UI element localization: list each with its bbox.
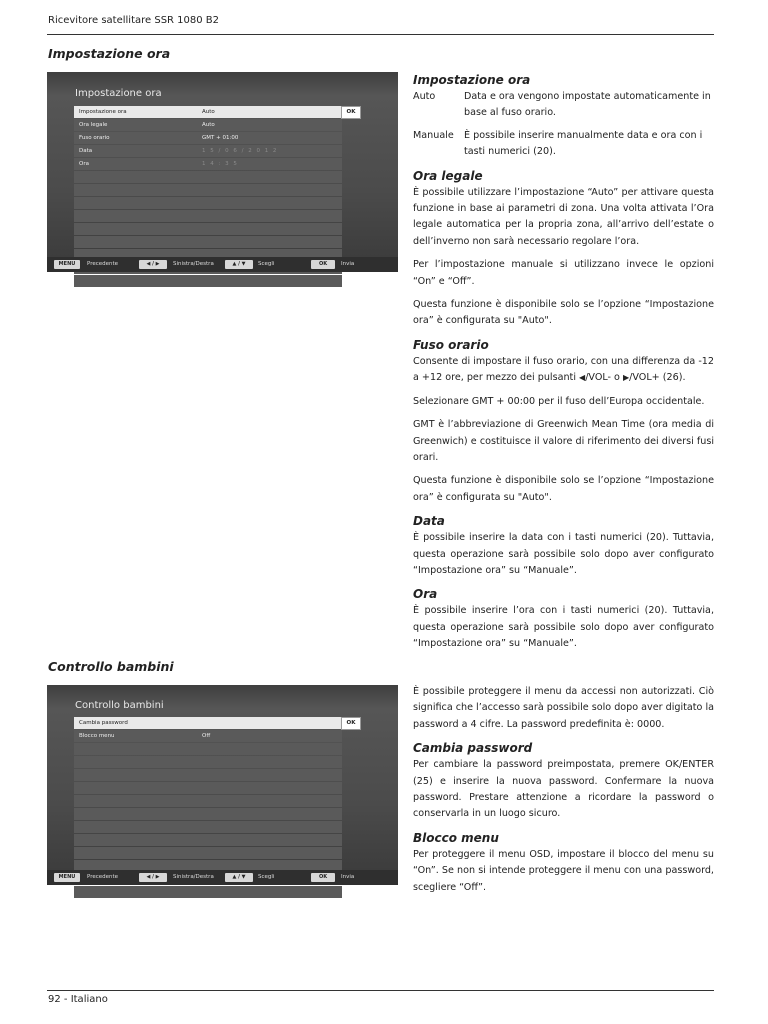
subheading-data: Data: [413, 514, 445, 529]
paragraph: È possibile utilizzare l’impostazione “Auto” per attivare questa funzione in base ai parametri di zona. Una volta attivata l’Ora legale automatica per la propria zona, all’arrivo dell’estate o dell’inverno non sarà necessario regolare l’ora.: [413, 186, 714, 247]
footer-rule: [47, 990, 714, 991]
subheading-ora-legale: Ora legale: [413, 168, 483, 183]
paragraph: Per l’impostazione manuale si utilizzano invece le opzioni “On” e “Off”.: [413, 259, 714, 287]
settings-row-ora-legale[interactable]: Ora legale Auto: [74, 119, 342, 131]
settings-row-empty: [74, 236, 342, 248]
ok-key-label: Invia: [341, 874, 355, 880]
ok-key-label: Invia: [341, 261, 355, 267]
settings-row-cambia-password[interactable]: Cambia password OK: [74, 717, 342, 729]
section-title-impostazione-ora: Impostazione ora: [48, 46, 171, 61]
tv-screen-impostazione-ora: [47, 72, 398, 271]
page-footer: 92 - Italiano: [48, 994, 108, 1005]
subheading-ora: Ora: [413, 587, 438, 602]
settings-row-empty: [74, 275, 342, 287]
settings-row-empty: [74, 223, 342, 235]
subheading-cambia-password: Cambia password: [413, 741, 533, 756]
up-down-key: ▲ / ▼: [225, 260, 253, 269]
up-down-key: ▲ / ▼: [225, 873, 253, 882]
paragraph: Per proteggere il menu OSD, impostare il blocco del menu su “On”. Se non si intende proteggere il menu con una password, scegliere “Off”.: [413, 848, 714, 893]
key-legend-bar: [47, 257, 398, 272]
settings-row-empty: [74, 769, 342, 781]
settings-row-ora[interactable]: Ora 1 4 : 3 5: [74, 158, 342, 170]
menu-key-label: Precedente: [87, 874, 119, 880]
ok-button[interactable]: OK: [341, 717, 361, 730]
settings-row-empty: [74, 756, 342, 768]
settings-row-empty: [74, 782, 342, 794]
paragraph: GMT è l’abbreviazione di Greenwich Mean Time (ora media di Greenwich) e costituisce il valore di riferimento dei diversi fusi orari.: [413, 419, 714, 463]
settings-row-empty: [74, 795, 342, 807]
settings-row-empty: [74, 886, 342, 898]
menu-key-label: Precedente: [87, 261, 119, 267]
paragraph: Per cambiare la password preimpostata, premere OK/ENTER (25) e inserire la nuova password. Confermare la nuova password. Prestare attenzione a ricordare la password o conservarla in un luogo sicuro.: [413, 759, 714, 820]
ok-key: OK: [311, 873, 335, 882]
paragraph: Consente di impostare il fuso orario, con una differenza da -12 a +12 ore, per mezzo dei pulsanti ◀/VOL- o ▶/VOL+ (26).: [413, 355, 714, 384]
ok-key: OK: [311, 260, 335, 269]
screen-title: Impostazione ora: [75, 88, 162, 99]
paragraph: Questa funzione è disponibile solo se l’opzione “Impostazione ora” è configurata su "Auto".: [413, 299, 714, 327]
definition-auto: Auto Data e ora vengono impostate automaticamente in base al fuso orario.: [413, 91, 711, 119]
settings-row-empty: [74, 808, 342, 820]
settings-row-data[interactable]: Data 1 5 / 0 6 / 2 0 1 2: [74, 145, 342, 157]
screen-title: Controllo bambini: [75, 700, 164, 711]
settings-row-empty: [74, 184, 342, 196]
settings-row-empty: [74, 197, 342, 209]
paragraph: È possibile inserire la data con i tasti numerici (20). Tuttavia, questa operazione sarà possibile solo dopo aver configurato “Impostazione ora” su “Manuale”.: [413, 532, 714, 576]
left-right-key-label: Sinistra/Destra: [173, 261, 214, 267]
menu-key: MENU: [54, 260, 80, 269]
up-down-key-label: Scegli: [258, 261, 275, 267]
paragraph: Selezionare GMT + 00:00 per il fuso dell’Europa occidentale.: [413, 395, 705, 407]
settings-row-fuso-orario[interactable]: Fuso orario GMT + 01:00: [74, 132, 342, 144]
left-right-key-label: Sinistra/Destra: [173, 874, 214, 880]
key-legend-bar: [47, 870, 398, 885]
left-arrow-icon: ◀: [579, 373, 586, 383]
header-rule: [47, 34, 714, 35]
left-right-key: ◀ / ▶: [139, 260, 167, 269]
text-column-controllo-bambini: [413, 684, 714, 903]
right-arrow-icon: ▶: [622, 373, 630, 383]
settings-row-empty: [74, 743, 342, 755]
settings-row-impostazione-ora[interactable]: Impostazione ora Auto OK: [74, 106, 342, 118]
section-title-controllo-bambini: Controllo bambini: [48, 659, 174, 674]
settings-row-empty: [74, 210, 342, 222]
settings-row-empty: [74, 821, 342, 833]
definition-manuale: Manuale È possibile inserire manualmente data e ora con i tasti numerici (20).: [413, 129, 703, 158]
paragraph: Questa funzione è disponibile solo se l’opzione “Impostazione ora” è configurata su "Auto".: [413, 475, 714, 503]
document-header: Ricevitore satellitare SSR 1080 B2: [48, 15, 220, 26]
ok-button[interactable]: OK: [341, 106, 361, 119]
paragraph: È possibile proteggere il menu da accessi non autorizzati. Ciò significa che l’accesso sarà possibile solo dopo aver digitato la password a 4 cifre. La password predefinita è: 0000.: [413, 686, 715, 730]
subheading-fuso-orario: Fuso orario: [413, 337, 489, 352]
settings-row-blocco-menu[interactable]: Blocco menu Off: [74, 730, 342, 742]
text-column-impostazione-ora: [413, 72, 714, 660]
left-right-key: ◀ / ▶: [139, 873, 167, 882]
settings-row-empty: [74, 847, 342, 859]
settings-row-empty: [74, 834, 342, 846]
paragraph: È possibile inserire l’ora con i tasti numerici (20). Tuttavia, questa operazione sarà possibile solo dopo aver configurato “Impostazione ora” su “Manuale”.: [413, 605, 714, 650]
menu-key: MENU: [54, 873, 80, 882]
up-down-key-label: Scegli: [258, 874, 275, 880]
subheading-impostazione-ora: Impostazione ora: [413, 73, 531, 87]
subheading-blocco-menu: Blocco menu: [413, 830, 499, 845]
settings-row-empty: [74, 171, 342, 183]
tv-screen-controllo-bambini: [47, 685, 398, 884]
